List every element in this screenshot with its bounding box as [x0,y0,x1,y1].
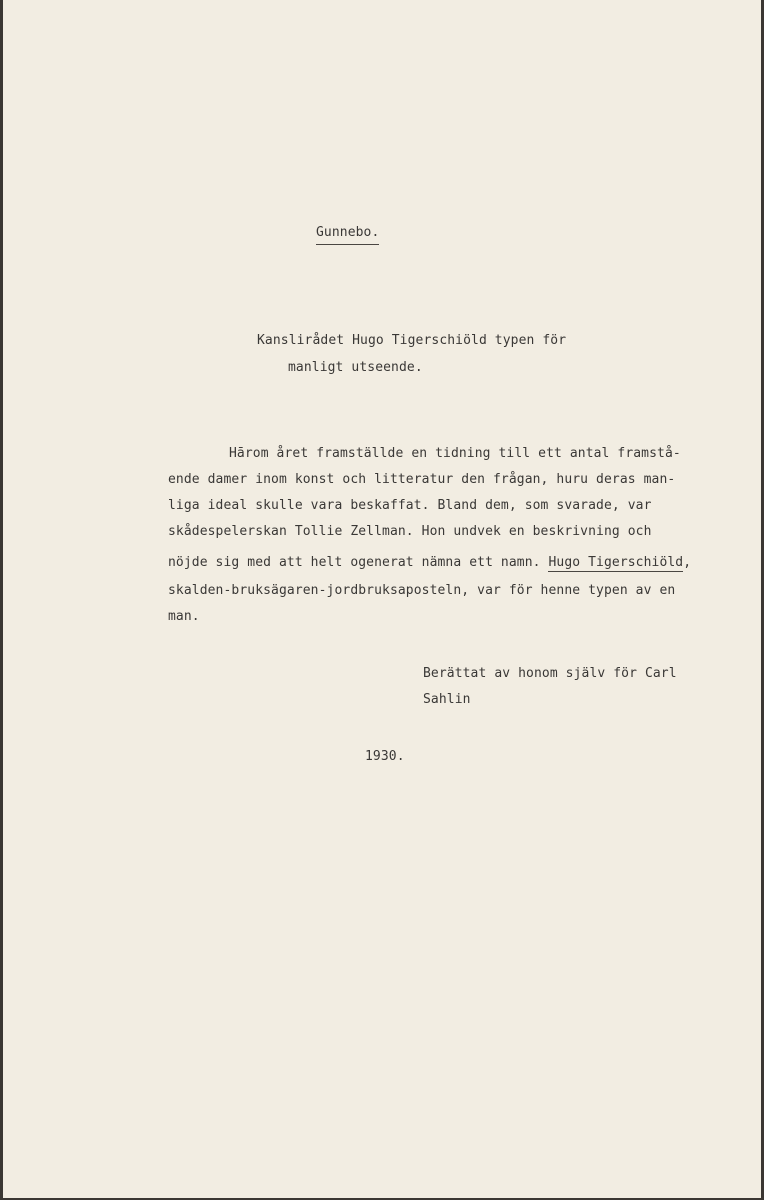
body-line-3: liga ideal skulle vara beskaffat. Bland dem, som svarade, var [168,498,652,513]
body-line-4: skådespelerskan Tollie Zellman. Hon undvek en beskrivning och [168,524,652,539]
body-line-1: Hārom året framställde en tidning till ett antal framstå- [229,446,681,461]
document-subtitle-line-1: Kanslirådet Hugo Tigerschiöld typen för [257,333,567,348]
source-line-1: Berättat av honom själv för Carl [423,666,677,681]
underlined-name: Hugo Tigerschiöld [548,555,684,570]
body-line-7: man. [168,609,200,624]
body-line-2: ende damer inom konst och litteratur den frågan, huru deras man- [168,472,676,487]
body-line-5-text: nöjde sig med att helt ogenerat nämna ett namn. [168,555,549,570]
source-line-2: Sahlin [423,692,471,707]
document-title: Gunnebo. [316,225,379,245]
body-line-6: skalden-bruksägaren-jordbruksaposteln, var för henne typen av en [168,583,676,598]
document-page [3,0,761,1198]
body-line-5 [168,555,691,571]
document-subtitle-line-2: manligt utseende. [288,360,423,375]
document-year: 1930. [365,749,405,764]
name-suffix: , [683,555,692,570]
